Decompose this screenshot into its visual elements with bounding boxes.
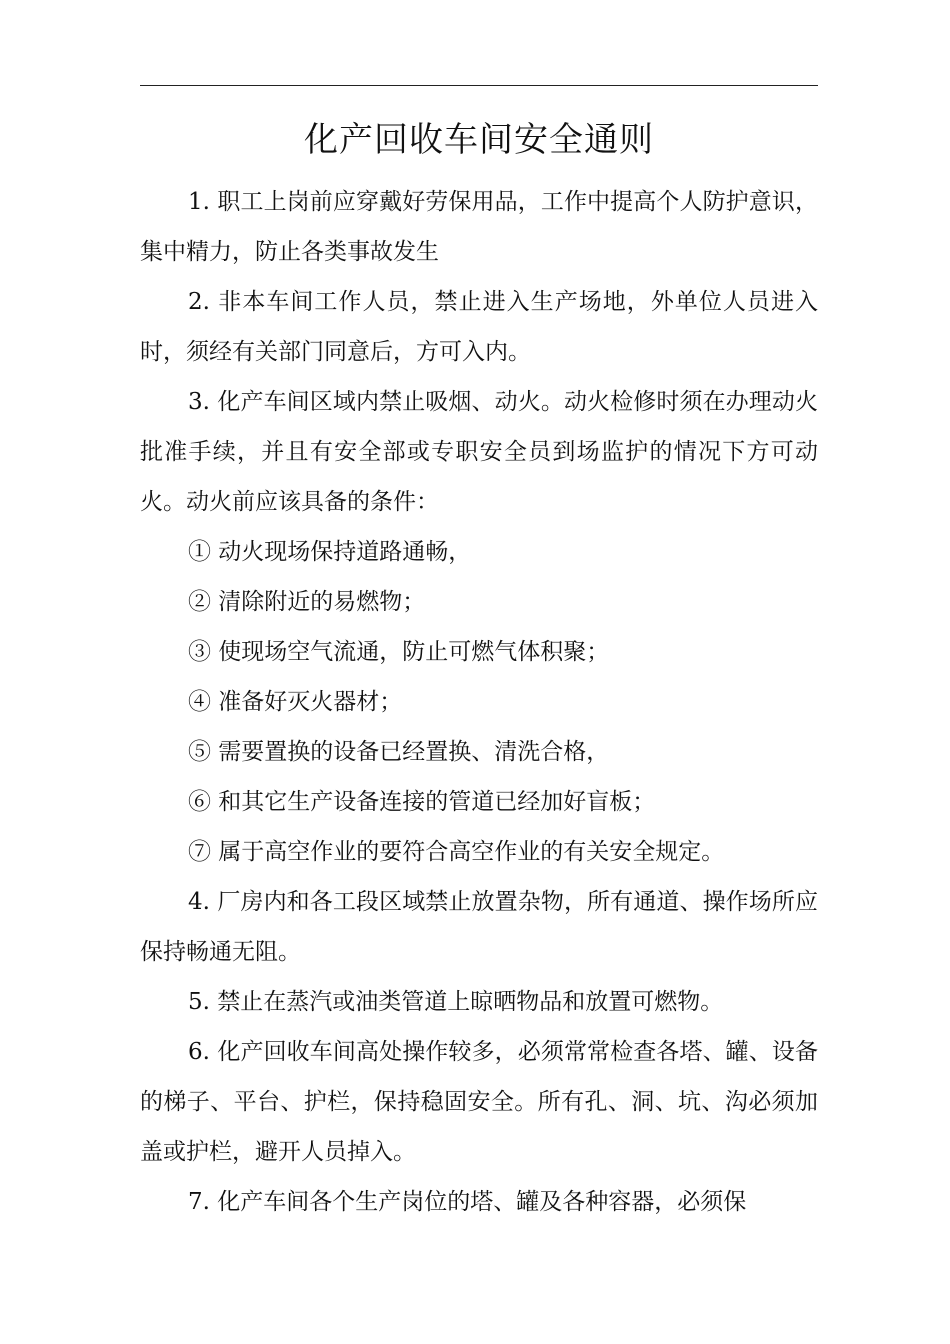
paragraph-6: 6. 化产回收车间高处操作较多，必须常常检查各塔、罐、设备的梯子、平台、护栏，保持稳固安全。所有孔、洞、坑、沟必须加盖或护栏，避开人员掉入。 — [140, 1039, 818, 1165]
condition-item-5: ⑤ 需要置换的设备已经置换、清洗合格， — [188, 739, 610, 765]
paragraph-5: 5. 禁止在蒸汽或油类管道上晾晒物品和放置可燃物。 — [188, 989, 724, 1015]
document-body — [140, 177, 818, 1227]
condition-item-4: ④ 准备好灭火器材； — [188, 689, 403, 715]
paragraph-1: 1. 职工上岗前应穿戴好劳保用品，工作中提高个人防护意识，集中精力，防止各类事故发生 — [140, 189, 818, 265]
condition-item-6: ⑥ 和其它生产设备连接的管道已经加好盲板； — [188, 789, 656, 815]
condition-item-1: ① 动火现场保持道路通畅， — [188, 539, 472, 565]
paragraph-7: 7. 化产车间各个生产岗位的塔、罐及各种容器，必须保 — [188, 1189, 747, 1215]
condition-item-2: ② 清除附近的易燃物； — [188, 589, 426, 615]
condition-item-3: ③ 使现场空气流通，防止可燃气体积聚； — [188, 639, 610, 665]
paragraph-3: 3. 化产车间区域内禁止吸烟、动火。动火检修时须在办理动火批准手续，并且有安全部或专职安全员到场监护的情况下方可动火。动火前应该具备的条件： — [140, 389, 818, 515]
header-rule — [140, 85, 818, 86]
paragraph-4: 4. 厂房内和各工段区域禁止放置杂物，所有通道、操作场所应保持畅通无阻。 — [140, 889, 818, 965]
document-title: 化产回收车间安全通则 — [304, 120, 654, 160]
condition-item-7: ⑦ 属于高空作业的要符合高空作业的有关安全规定。 — [188, 839, 725, 865]
paragraph-2: 2. 非本车间工作人员，禁止进入生产场地，外单位人员进入时，须经有关部门同意后，方可入内。 — [140, 289, 818, 365]
